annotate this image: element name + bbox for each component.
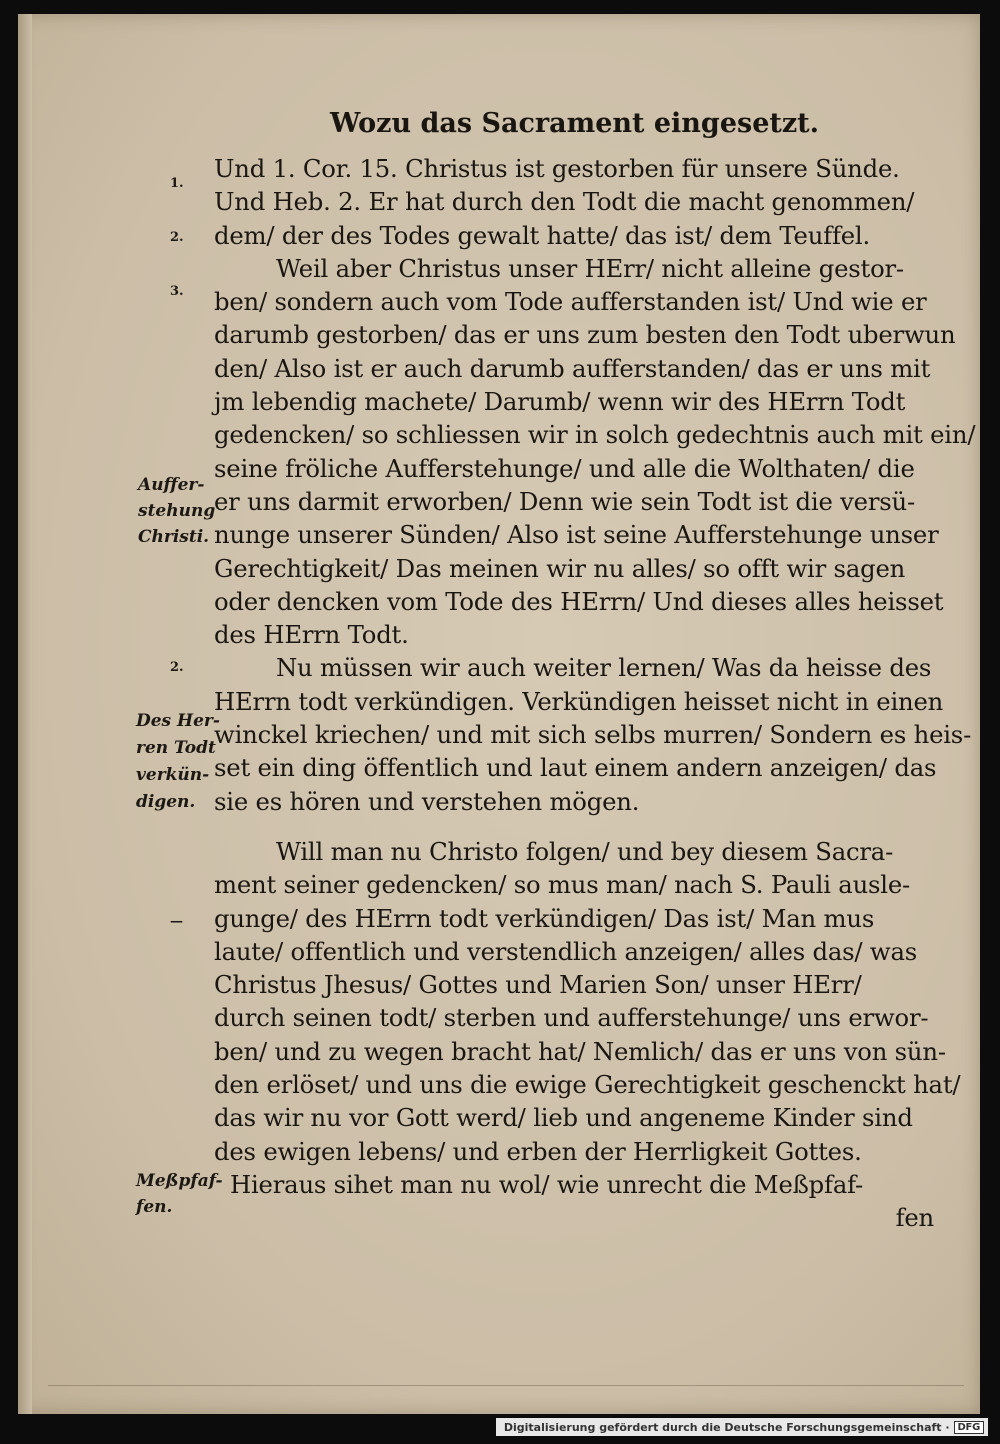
margin-note-line: stehung	[138, 501, 216, 521]
margin-note-line: fen.	[136, 1197, 173, 1217]
margin-note-line: Meßpfaf-	[136, 1171, 223, 1191]
margin-number: 3.	[170, 284, 184, 299]
body-text	[214, 152, 976, 1235]
text-line: oder dencken vom Tode des HErrn/ Und dieses alles heisset	[214, 586, 944, 616]
page-gutter	[18, 14, 32, 1414]
text-line: seine fröliche Aufferstehunge/ und alle die Wolthaten/ die	[214, 453, 915, 483]
margin-number: 2.	[170, 660, 184, 675]
catchword: fen	[895, 1203, 934, 1233]
text-line: Will man nu Christo folgen/ und bey diesem Sacra-	[276, 836, 894, 866]
text-line: sie es hören und verstehen mögen.	[214, 786, 640, 816]
margin-note-line: digen.	[136, 792, 196, 812]
text-line: ment seiner gedencken/ so mus man/ nach S. Pauli ausle-	[214, 870, 911, 900]
margin-note-line: Des Her-	[136, 711, 220, 731]
text-line: durch seinen todt/ sterben und aufferstehunge/ uns erwor-	[214, 1003, 929, 1033]
text-line: er uns darmit erworben/ Denn wie sein Todt ist die versü-	[214, 486, 916, 516]
text-line: das wir nu vor Gott werd/ lieb und angeneme Kinder sind	[214, 1103, 913, 1133]
footer-text: Digitalisierung gefördert durch die Deutsche Forschungsgemeinschaft ·	[503, 1420, 950, 1434]
text-line: darumb gestorben/ das er uns zum besten den Todt uberwun	[214, 320, 956, 350]
margin-number: 2.	[170, 230, 184, 245]
paragraph-gap	[214, 818, 954, 835]
margin-number: —	[170, 914, 183, 929]
margin-note-line: verkün-	[136, 765, 210, 785]
margin-note-messpfaffen	[136, 1168, 223, 1220]
text-line: Christus Jhesus/ Gottes und Marien Son/ unser HErr/	[214, 970, 862, 1000]
running-heading: Wozu das Sacrament eingesetzt.	[330, 108, 820, 139]
text-line: Weil aber Christus unser HErr/ nicht alleine gestor-	[276, 253, 904, 283]
page-bottom-edge	[48, 1385, 964, 1406]
text-line: ben/ und zu wegen bracht hat/ Nemlich/ das er uns von sün-	[214, 1036, 946, 1066]
text-line: des HErrn Todt.	[214, 620, 409, 650]
text-line: dem/ der des Todes gewalt hatte/ das ist/ dem Teuffel.	[214, 220, 871, 250]
margin-number: 1.	[170, 176, 184, 191]
text-line: Gerechtigkeit/ Das meinen wir nu alles/ so offt wir sagen	[214, 553, 906, 583]
text-line: gedencken/ so schliessen wir in solch gedechtnis auch mit ein/	[214, 420, 976, 450]
margin-note-line: ren Todt	[136, 738, 216, 758]
text-line: des ewigen lebens/ und erben der Herrligkeit Gottes.	[214, 1136, 862, 1166]
text-line: Nu müssen wir auch weiter lernen/ Was da heisse des	[276, 653, 932, 683]
margin-note-line: Christi.	[138, 527, 210, 547]
text-line: Und 1. Cor. 15. Christus ist gestorben für unsere Sünde.	[214, 154, 900, 183]
text-line: laute/ offentlich und verstendlich anzeigen/ alles das/ was	[214, 936, 918, 966]
text-line: Und Heb. 2. Er hat durch den Todt die macht genommen/	[214, 187, 915, 217]
text-line: set ein ding öffentlich und laut einem andern anzeigen/ das	[214, 753, 937, 783]
text-line: winckel kriechen/ und mit sich selbs murren/ Sondern es heis-	[214, 720, 972, 750]
footer-credit	[496, 1418, 988, 1436]
margin-note-auferstehung	[138, 472, 215, 550]
text-line: den erlöset/ und uns die ewige Gerechtigkeit geschenckt hat/	[214, 1070, 961, 1100]
text-line: HErrn todt verkündigen. Verkündigen heisset nicht in einen	[214, 686, 944, 716]
text-line: nunge unserer Sünden/ Also ist seine Aufferstehunge unser	[214, 520, 939, 550]
margin-note-verkuendigen	[136, 708, 220, 816]
text-line: Hieraus sihet man nu wol/ wie unrecht die Meßpfaf-	[230, 1169, 864, 1199]
text-line: gunge/ des HErrn todt verkündigen/ Das ist/ Man mus	[214, 903, 875, 933]
dfg-logo: DFG	[954, 1421, 984, 1434]
text-line: ben/ sondern auch vom Tode aufferstanden ist/ Und wie er	[214, 287, 927, 317]
text-line: jm lebendig machete/ Darumb/ wenn wir des HErrn Todt	[214, 387, 906, 417]
margin-note-line: Auffer-	[138, 475, 205, 495]
text-line: den/ Also ist er auch darumb aufferstanden/ das er uns mit	[214, 353, 931, 383]
